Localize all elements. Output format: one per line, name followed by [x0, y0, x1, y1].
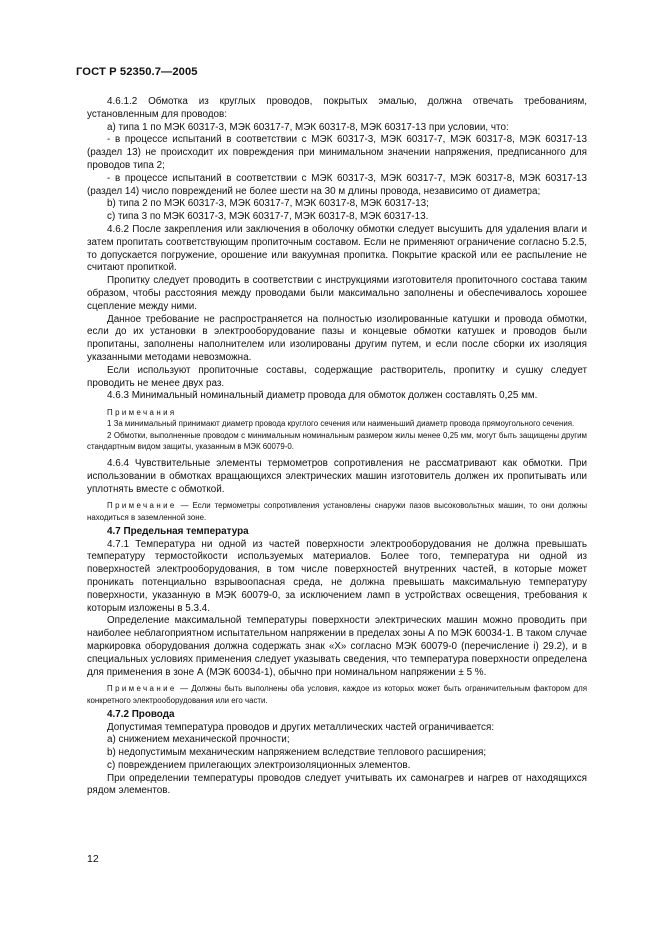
paragraph-4-7-1: 4.7.1 Температура ни одной из частей поверхности электрооборудования не должна превышать температуру термостойкости используемых материалов. Более того, температура ни одной из поверхностей электрооборудования, в том числе поверхностей внутренних частей, в которые может проникать потенциально взрывоопасная среда, не должна превышать максимальную температуру поверхности, указанную в МЭК 60079-0, за исключением ламп в устройствах освещения, требования к которым изложены в 5.3.4. — [87, 538, 587, 614]
note-label: Примечание — [107, 501, 177, 511]
notes-title: Примечания — [107, 408, 177, 418]
paragraph-impregnation: Пропитку следует проводить в соответствии с инструкциями изготовителя пропиточного состава таким образом, чтобы расстояния между проводами были максимально заполнены и обеспечивалось хорошее сцепление между ними. — [87, 275, 587, 312]
paragraph-4-6-2: 4.6.2 После закрепления или заключения в оболочку обмотки следует высушить для удаления влаги и затем пропитать соответствующим пропиточным составом. Если не применяют ограничение согласно 5.2.5, то допускается погружение, орошение или вакуумная пропитка. Покрытие краской или ее распыление не считают пропиткой. — [87, 223, 587, 274]
note-thermometers — [87, 500, 587, 522]
note-2: 2 Обмотки, выполненные проводом с минимальным номинальным размером жилы менее 0,25 мм, могут быть защищены другим стандартным видом защиты, указанным в МЭК 60079-0. — [87, 430, 587, 451]
paragraph-wires-temperature: При определении температуры проводов следует учитывать их самонагрев и нагрев от находящихся рядом элементов. — [87, 772, 587, 797]
paragraph-4-6-1-2: 4.6.1.2 Обмотка из круглых проводов, покрытых эмалью, должна отвечать требованиям, установленным для проводов: — [87, 96, 587, 120]
section-heading-4-7-2: 4.7.2 Провода — [107, 708, 175, 720]
note-text: — Если термометры сопротивления установлены снаружи пазов высоковольтных машин, то они должны находиться в заземленной зоне. — [87, 501, 587, 522]
list-subitem-1: - в процессе испытаний в соответствии с МЭК 60317-3, МЭК 60317-7, МЭК 60317-8, МЭК 60317-13 (раздел 13) не происходит их повреждения при минимальном значении напряжения, предписанного для проводов типа 2; — [87, 134, 587, 171]
note-label: Примечание — [107, 684, 177, 694]
document-header: ГОСТ Р 52350.7—2005 — [76, 66, 198, 78]
list-item-b: b) типа 2 по МЭК 60317-3, МЭК 60317-7, МЭК 60317-8, МЭК 60317-13; — [107, 198, 429, 210]
paragraph-4-6-4: 4.6.4 Чувствительные элементы термометров сопротивления не рассматривают как обмотки. При использовании в обмотках вращающихся электрических машин изготовитель должен их пропитывать или уплотнять вместе с обмоткой. — [87, 457, 587, 495]
note-1: 1 За минимальный принимают диаметр провода круглого сечения или наименьший диаметр провода прямоугольного сечения. — [107, 419, 575, 429]
note-text: — Должны быть выполнены оба условия, каждое из которых может быть ограничительным фактором для конкретного электрооборудования или его части. — [87, 684, 587, 705]
list-subitem-2: - в процессе испытаний в соответствии с МЭК 60317-3, МЭК 60317-7, МЭК 60317-8, МЭК 60317-13 (раздел 14) число повреждений не более шести на 30 м длины провода, независимо от диаметра; — [87, 172, 587, 197]
paragraph-requirement-exception: Данное требование не распространяется на полностью изолированные катушки и провода обмотки, если до их установки в электрооборудование пазы и концевые обмотки катушек и проводов были пропитаны, заполнены наполнителем или изолированы другим путем, и если после сборки их изоляция указанными методами невозможна. — [87, 313, 587, 363]
list-item-c: с) типа 3 по МЭК 60317-3, МЭК 60317-7, МЭК 60317-8, МЭК 60317-13. — [107, 211, 429, 223]
paragraph-max-temperature: Определение максимальной температуры поверхности электрических машин можно проводить при наиболее неблагоприятном испытательном напряжении в пределах зоны А по МЭК 60034-1. В таком случае маркировка оборудования должна содержать знак «X» согласно МЭК 60079-0 (перечисление i) 29.2), и в специальных условиях применения следует указывать сведения, что температура поверхности определена для применения в зоне А (МЭК 60034-1), обычно при номинальном напряжении ± 5 %. — [87, 615, 587, 678]
list-item-a: а) снижением механической прочности; — [107, 734, 290, 746]
list-item-a: а) типа 1 по МЭК 60317-3, МЭК 60317-7, МЭК 60317-8, МЭК 60317-13 при условии, что: — [107, 121, 509, 133]
note-conditions — [87, 683, 587, 705]
section-heading-4-7: 4.7 Предельная температура — [107, 525, 249, 537]
list-item-b: b) недопустимым механическим напряжением вследствие теплового расширения; — [107, 747, 487, 759]
paragraph-4-6-3: 4.6.3 Минимальный номинальный диаметр провода для обмоток должен составлять 0,25 мм. — [107, 390, 538, 402]
paragraph-solvent: Если используют пропиточные составы, содержащие растворитель, пропитку и сушку следует проводить не менее двух раз. — [87, 364, 587, 389]
list-item-c: с) повреждением прилегающих электроизоляционных элементов. — [107, 759, 411, 771]
document-body — [87, 96, 587, 798]
paragraph-wires-intro: Допустимая температура проводов и других металлических частей ограничивается: — [107, 721, 495, 733]
page-number: 12 — [87, 853, 99, 865]
